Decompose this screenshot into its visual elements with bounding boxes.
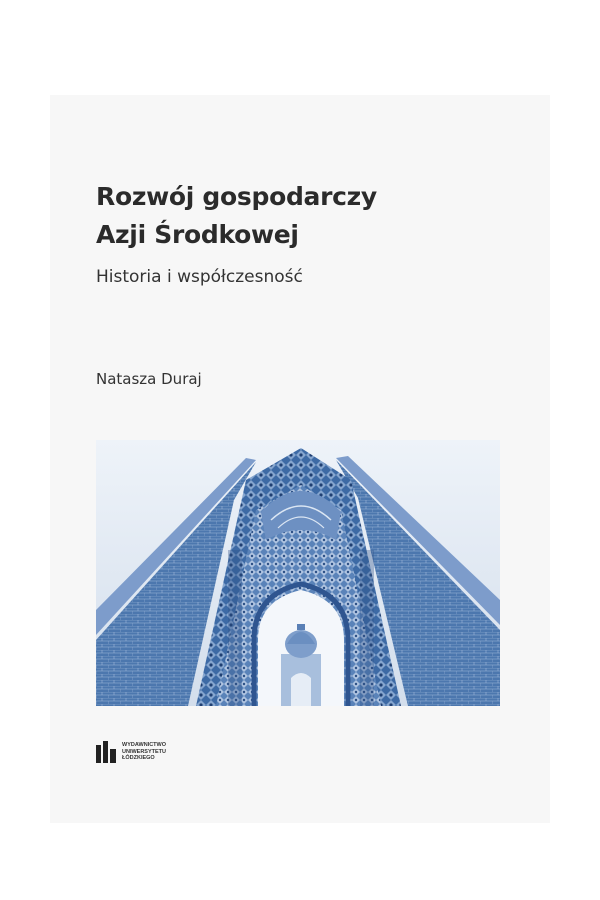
- publisher-line-1: WYDAWNICTWO: [122, 742, 166, 749]
- wul-logo-icon: [96, 741, 116, 763]
- book-subtitle: Historia i współczesność: [96, 267, 303, 287]
- book-author: Natasza Duraj: [96, 370, 202, 388]
- publisher-name: [122, 742, 166, 762]
- book-title-line-1: Rozwój gospodarczy: [96, 182, 377, 211]
- book-title: [96, 178, 377, 254]
- publisher-line-3: ŁÓDZKIEGO: [122, 755, 155, 762]
- book-title-line-2: Azji Środkowej: [96, 220, 299, 249]
- publisher-imprint: [96, 738, 166, 766]
- cover-photo: [96, 440, 500, 706]
- publisher-line-2: UNIWERSYTETU: [122, 748, 166, 755]
